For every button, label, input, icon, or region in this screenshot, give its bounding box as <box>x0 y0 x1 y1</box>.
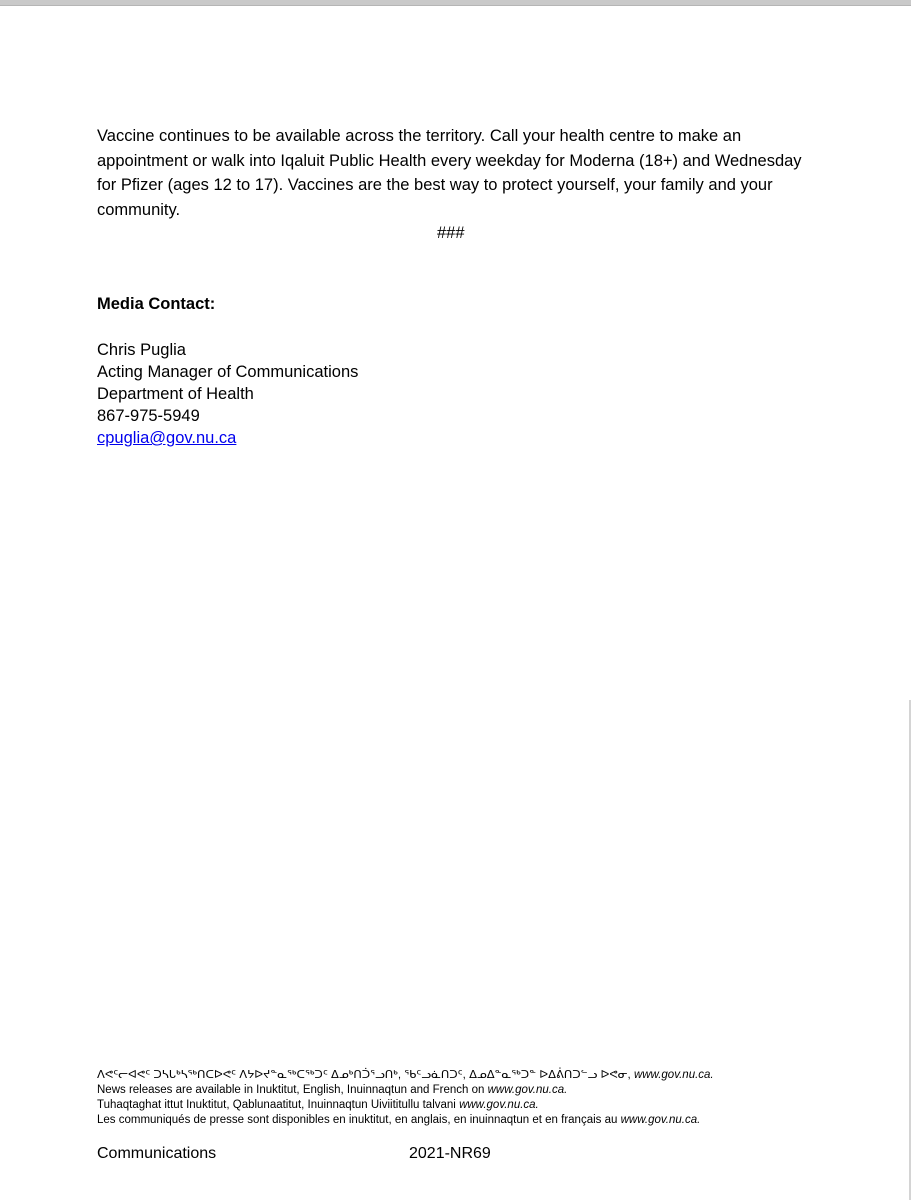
media-contact-heading: Media Contact: <box>97 295 216 313</box>
body-paragraph: Vaccine continues to be available across the territory. Call your health centre to make an appointment or walk into Iqaluit Public Health every weekday for Moderna (18+) and Wednesday for Pfizer (ages 12 to 17). Vaccines are the best way to protect yourself, your family and your community. <box>97 127 802 219</box>
media-contact-block <box>97 339 358 449</box>
note-french-text: Les communiqués de presse sont disponibles en inuktitut, en anglais, en inuinnaqtun et en français au <box>97 1114 618 1126</box>
note-french-site: www.gov.nu.ca. <box>620 1114 701 1126</box>
contact-name: Chris Puglia <box>97 341 186 359</box>
note-english-site: www.gov.nu.ca. <box>487 1084 568 1096</box>
footer-department: Communications <box>97 1145 217 1162</box>
contact-email-link[interactable]: cpuglia@gov.nu.ca <box>97 429 237 447</box>
note-inuktitut-text: ᐱᕙᑦᓕᐊᕙᑦ ᑐᓴᒐᒃᓴᖅᑎᑕᐅᕙᑦ ᐱᔭᐅᔪᓐᓇᖅᑕᖅᑐᑦ ᐃᓄᒃᑎᑑᕐᓗᑎᒃ, ᖃᑦᓗᓈᑎᑐᑦ, ᐃᓄᐃᓐᓇᖅᑐᓐ ᐅᐃᕖᑎᑐᓪᓗ ᐅᕙᓂ, <box>97 1069 631 1081</box>
language-availability-notes <box>97 1068 714 1128</box>
note-english-text: News releases are available in Inuktitut, English, Inuinnaqtun and French on <box>97 1084 485 1096</box>
end-separator: ### <box>437 224 465 242</box>
footer-release-code: 2021-NR69 <box>409 1145 491 1162</box>
note-french <box>97 1113 714 1128</box>
note-inuinnaqtun-text: Tuhaqtaghat ittut Inuktitut, Qablunaatitut, Inuinnaqtun Uiviititullu talvani <box>97 1099 456 1111</box>
contact-department: Department of Health <box>97 385 254 403</box>
note-inuktitut <box>97 1068 714 1083</box>
page-top-border <box>0 0 911 6</box>
note-inuinnaqtun-site: www.gov.nu.ca. <box>459 1099 539 1111</box>
note-inuktitut-site: www.gov.nu.ca. <box>633 1069 714 1081</box>
contact-title: Acting Manager of Communications <box>97 363 359 381</box>
note-inuinnaqtun <box>97 1098 714 1113</box>
contact-phone: 867-975-5949 <box>97 407 200 425</box>
note-english <box>97 1083 714 1098</box>
